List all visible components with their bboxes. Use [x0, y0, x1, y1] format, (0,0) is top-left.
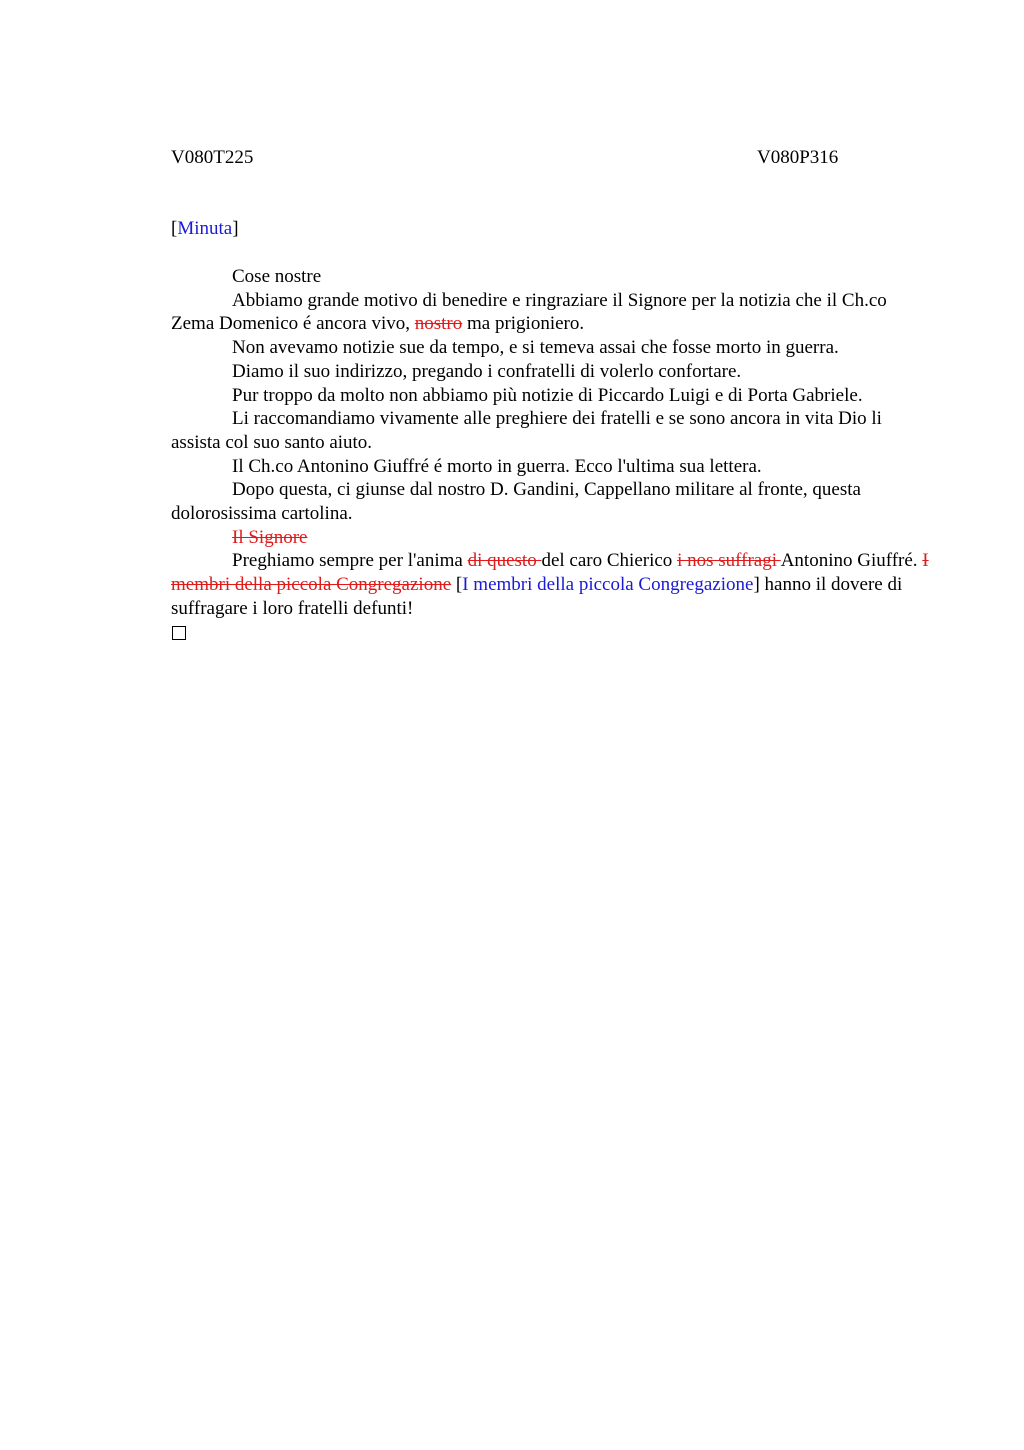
- paragraph-text: del caro Chierico: [541, 550, 678, 572]
- page-reference-code: V080P316: [757, 147, 839, 168]
- paragraph: Non avevamo notizie sue da tempo, e si temeva assai che fosse morto in guerra.: [232, 337, 839, 359]
- deleted-text: di questo: [467, 550, 542, 572]
- bracket-close: ]: [232, 218, 239, 239]
- paragraph-text: Abbiamo grande motivo di benedire e ringraziare il Signore per la notizia che il Ch.co Zema Domenico é ancora vivo,: [171, 289, 887, 335]
- paragraph: Dopo questa, ci giunse dal nostro D. Gandini, Cappellano militare al fronte, questa dolorosissima cartolina.: [171, 479, 861, 525]
- paragraph: Pur troppo da molto non abbiamo più notizie di Piccardo Luigi e di Porta Gabriele.: [232, 384, 863, 406]
- bracket-open: [: [171, 218, 178, 239]
- paragraph: [171, 526, 929, 550]
- deleted-text: Il Signore: [232, 526, 308, 548]
- deleted-text: i nos suffragi: [677, 550, 781, 572]
- deleted-text: nostro: [414, 313, 463, 335]
- paragraph-text: ma prigioniero.: [462, 313, 585, 335]
- paragraph-text: Antonino Giuffré.: [780, 550, 923, 572]
- paragraph: Diamo il suo indirizzo, pregando i confratelli di volerlo confortare.: [232, 360, 742, 382]
- document-reference-code: V080T225: [171, 147, 254, 168]
- paragraph-text: ] hanno il dovere di suffragare i loro fratelli defunti!: [171, 574, 903, 619]
- end-of-text-box-icon: [172, 626, 186, 640]
- draft-label: [171, 217, 239, 241]
- paragraph: Li raccomandiamo vivamente alle preghiere dei fratelli e se sono ancora in vita Dio li assista col suo santo aiuto.: [171, 408, 882, 453]
- paragraph: Il Ch.co Antonino Giuffré é morto in guerra. Ecco l'ultima sua lettera.: [232, 455, 762, 477]
- draft-label-text: Minuta: [177, 218, 233, 239]
- paragraph-text: [: [451, 574, 463, 596]
- deleted-text: I membri della piccola Congregazione: [171, 550, 929, 596]
- letter-body: [171, 265, 929, 646]
- paragraph-text: Preghiamo sempre per l'anima: [232, 550, 468, 572]
- paragraph: [171, 289, 929, 336]
- paragraph: [171, 549, 929, 620]
- inserted-text: I membri della piccola Congregazione: [462, 574, 754, 596]
- paragraph-heading: Cose nostre: [232, 266, 322, 287]
